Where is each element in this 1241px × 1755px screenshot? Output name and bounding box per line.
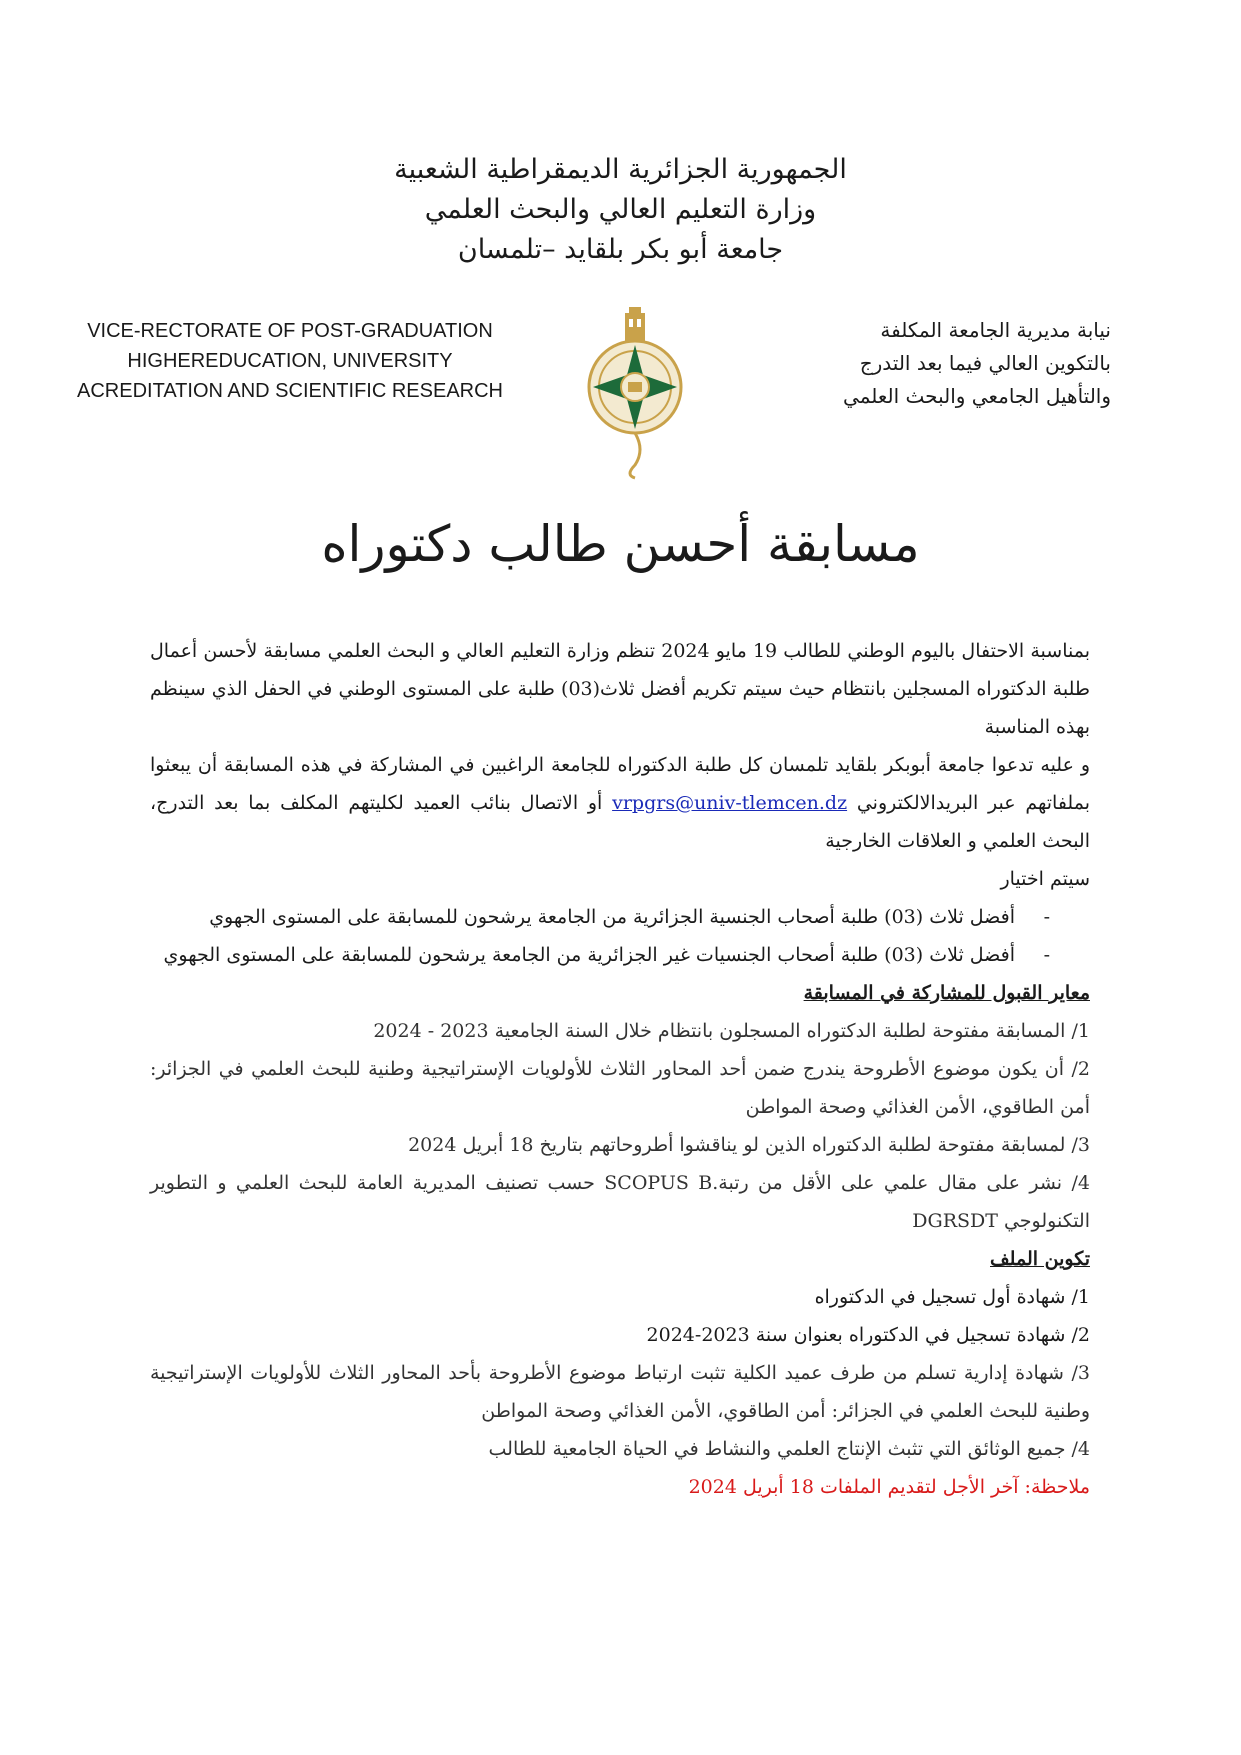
criteria-item: 2/ أن يكون موضوع الأطروحة يندرج ضمن أحد المحاور الثلاث للأولويات الإستراتيجية وطنية للبحث العلمي في الجزائر: أمن الطاقوي، الأمن الغذائي وصحة المواطن (150, 1058, 1090, 1118)
invitation-paragraph (150, 746, 1090, 860)
vice-rectorate-ar-line: والتأهيل الجامعي والبحث العلمي (843, 384, 1111, 408)
university-logo (585, 305, 685, 480)
criteria-item: 3/ لمسابقة مفتوحة لطلبة الدكتوراه الذين لو يناقشوا أطروحاتهم بتاريخ 18 أبريل 2024 (408, 1134, 1090, 1156)
intro-paragraph: بمناسبة الاحتفال باليوم الوطني للطالب 19 مايو 2024 تنظم وزارة التعليم العالي و البحث العلمي مسابقة لأحسن أعمال طلبة الدكتوراه المسجلين بانتظام حيث سيتم تكريم أفضل ثلاث(03) طلبة على المستوى الوطني في الحفل الذي سينظم بهذه المناسبة (150, 640, 1090, 738)
selection-list (150, 898, 1050, 974)
list-item: - أفضل ثلاث (03) طلبة أصحاب الجنسية الجزائرية من الجامعة يرشحون للمسابقة على المستوى الجهوي (150, 898, 1050, 936)
dossier-item: 3/ شهادة إدارية تسلم من طرف عميد الكلية تثبت ارتباط موضوع الأطروحة بأحد المحاور الثلاث للأولويات الإستراتيجية وطنية للبحث العلمي في الجزائر: أمن الطاقوي، الأمن الغذائي وصحة المواطن (150, 1362, 1090, 1422)
vice-rectorate-ar-line: نيابة مديرية الجامعة المكلفة (880, 318, 1111, 342)
republic-name: الجمهورية الجزائرية الديمقراطية الشعبية (394, 154, 847, 185)
dossier-item: 1/ شهادة أول تسجيل في الدكتوراه (814, 1286, 1090, 1308)
vice-rectorate-arabic (811, 314, 1111, 413)
criteria-item: 1/ المسابقة مفتوحة لطلبة الدكتوراه المسجلون بانتظام خلال السنة الجامعية 2023 - 2024 (373, 1020, 1090, 1042)
vice-rectorate-english (70, 316, 510, 406)
ministry-name: وزارة التعليم العالي والبحث العلمي (424, 194, 817, 225)
vice-rectorate-en-line: VICE-RECTORATE OF POST-GRADUATION (87, 320, 493, 342)
dossier-heading: تكوين الملف (990, 1248, 1090, 1270)
contact-email-link[interactable]: vrpgrs@univ-tlemcen.dz (612, 792, 848, 814)
invitation-text-end: أو الاتصال بنائب العميد لكليتهم المكلف بما بعد التدرج، البحث العلمي و العلاقات الخارجية (150, 792, 1090, 852)
dossier-item: 2/ شهادة تسجيل في الدكتوراه بعنوان سنة 2023-2024 (646, 1324, 1090, 1346)
criteria-heading: معاير القبول للمشاركة في المسابقة (803, 982, 1090, 1004)
announcement-body (150, 632, 1090, 1506)
selection-intro: سيتم اختيار (1000, 868, 1090, 890)
list-item: - أفضل ثلاث (03) طلبة أصحاب الجنسيات غير الجزائرية من الجامعة يرشحون للمسابقة على المستوى الجهوي (150, 936, 1050, 974)
university-name: جامعة أبو بكر بلقايد –تلمسان (457, 234, 784, 265)
page-title: مسابقة أحسن طالب دكتوراه (321, 515, 920, 573)
invitation-text: و عليه تدعوا جامعة أبوبكر بلقايد تلمسان كل طلبة الدكتوراه للجامعة الراغبين في المشاركة في هذه المسابقة أن يبعثوا بملفاتهم عبر البريدالالكتروني (150, 754, 1090, 814)
criteria-item: 4/ نشر على مقال علمي على الأقل من رتبة.SCOPUS B حسب تصنيف المديرية العامة للبحث العلمي و التطوير التكنولوجي DGRSDT (150, 1172, 1090, 1232)
deadline-note: ملاحظة: آخر الأجل لتقديم الملفات 18 أبريل 2024 (688, 1476, 1090, 1498)
government-header (0, 150, 1241, 270)
vice-rectorate-en-line: HIGHEREDUCATION, UNIVERSITY (127, 350, 453, 372)
dossier-item: 4/ جميع الوثائق التي تثبث الإنتاج العلمي والنشاط في الحياة الجامعية للطالب (488, 1438, 1090, 1460)
vice-rectorate-ar-line: بالتكوين العالي فيما بعد التدرج (859, 351, 1111, 375)
vice-rectorate-en-line: ACREDITATION AND SCIENTIFIC RESEARCH (77, 380, 503, 402)
